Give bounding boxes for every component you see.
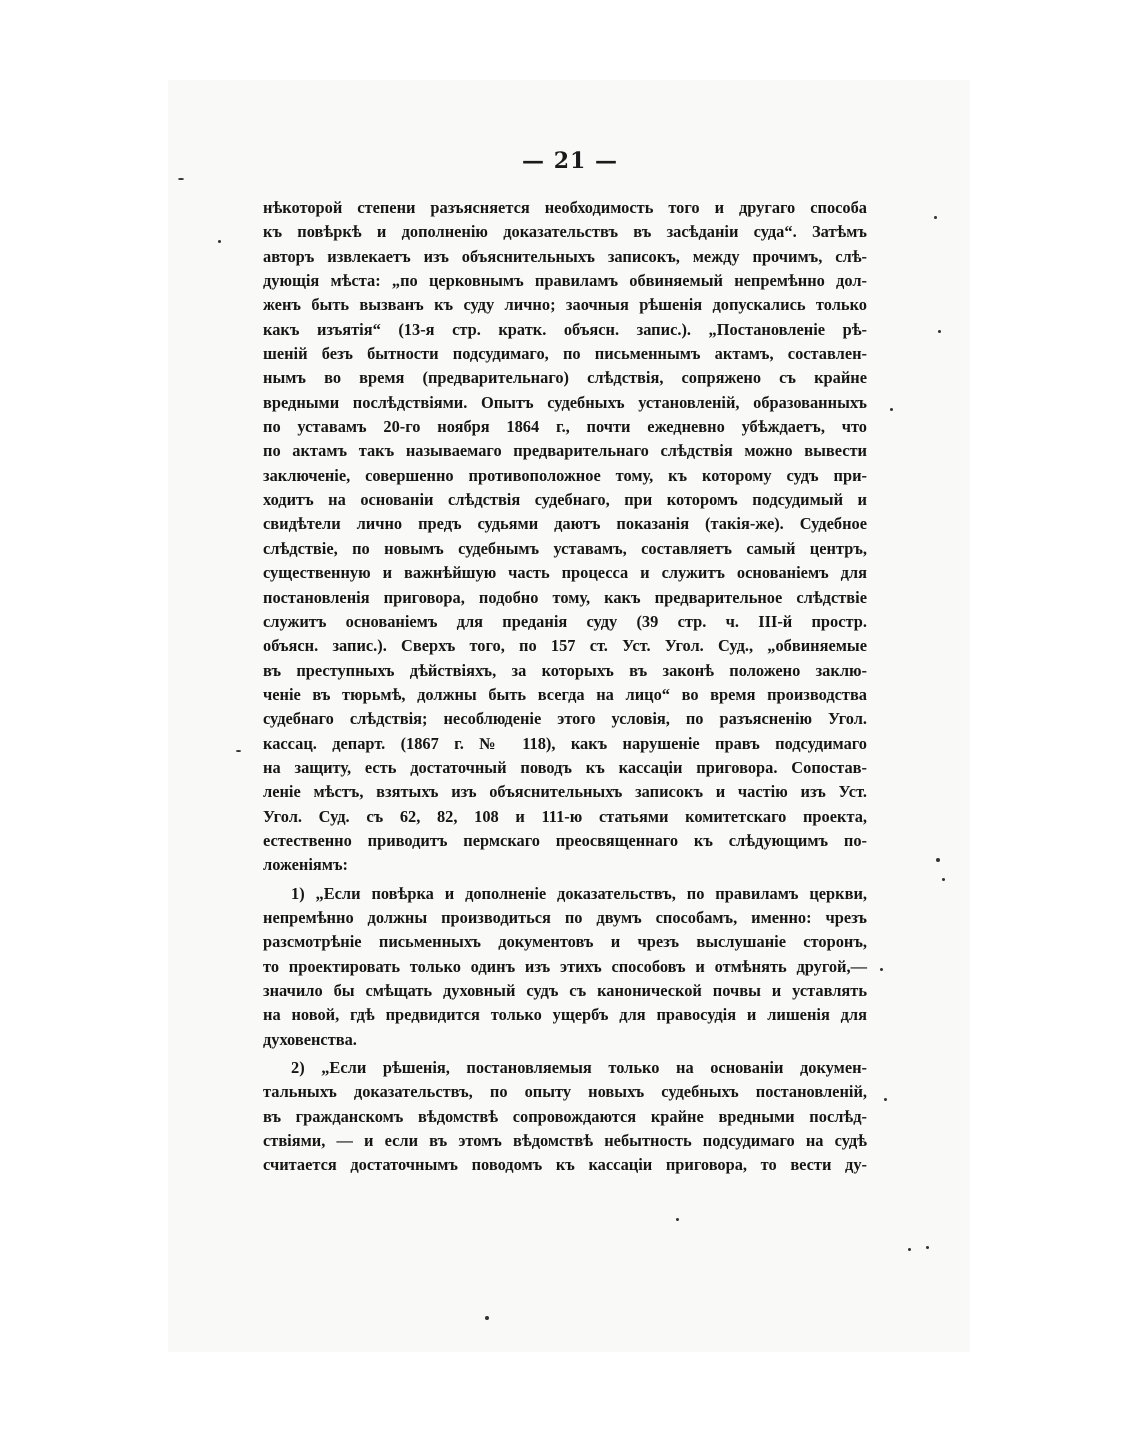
scan-speck xyxy=(936,858,940,862)
scan-speck xyxy=(890,408,893,411)
text-line: по актамъ такъ называемаго предварительнаго слѣдствія можно вывести xyxy=(263,441,867,461)
text-line: вредными послѣдствіями. Опытъ судебныхъ установленій, образованныхъ xyxy=(263,392,867,412)
text-line: объясн. запис.). Сверхъ того, по 157 ст. Уст. Угол. Суд., „обвиняемые xyxy=(263,636,867,656)
text-line: 2) „Если рѣшенія, постановляемыя только на основаніи докумен- xyxy=(291,1058,867,1078)
text-line: свидѣтели лично предъ судьями даютъ показанія (такія-же). Судебное xyxy=(263,514,867,534)
paragraph-3 xyxy=(263,1056,867,1178)
text-line: заключеніе, совершенно противоположное тому, къ которому судъ при- xyxy=(263,465,867,485)
text-line: слѣдствіе, по новымъ судебнымъ уставамъ, составляетъ самый центръ, xyxy=(263,538,867,558)
text-line: то проектировать только одинъ изъ этихъ способовъ и отмѣнять другой,— xyxy=(263,956,867,976)
text-line: существенную и важнѣйшую часть процесса и служитъ основаніемъ для xyxy=(263,563,867,583)
text-line: къ повѣркѣ и дополненію доказательствъ въ засѣданіи суда“. Затѣмъ xyxy=(263,222,867,242)
text-line: нѣкоторой степени разъясняется необходимость того и другаго способа xyxy=(263,198,867,217)
page-number: — 21 — xyxy=(522,148,618,174)
scan-speck xyxy=(938,330,941,333)
text-line: значило бы смѣщать духовный судъ съ канонической почвы и уставлять xyxy=(263,981,867,1000)
scan-speck xyxy=(880,968,883,971)
text-line: судебнаго слѣдствія; несоблюденіе этого условія, по разъясненію Угол. xyxy=(263,709,867,729)
text-line: Угол. Суд. съ 62, 82, 108 и 111-ю статьями комитетскаго проекта, xyxy=(263,806,867,826)
scan-speck xyxy=(218,240,221,243)
text-line: постановленія приговора, подобно тому, какъ предварительное слѣдствіе xyxy=(263,587,867,607)
scan-speck xyxy=(178,178,184,180)
text-line: дующія мѣста: „по церковнымъ правиламъ обвиняемый непремѣнно дол- xyxy=(263,271,867,291)
text-line: тальныхъ доказательствъ, по опыту новыхъ судебныхъ постановленій, xyxy=(263,1082,867,1102)
text-line: въ преступныхъ дѣйствіяхъ, за которыхъ въ законѣ положено заклю- xyxy=(263,660,867,680)
text-line: кассац. департ. (1867 г. № 118), какъ нарушеніе правъ подсудимаго xyxy=(263,733,867,753)
text-line: духовенства. xyxy=(263,1029,357,1049)
text-line: какъ изъятія“ (13-я стр. кратк. объясн. запис.). „Постановленіе рѣ- xyxy=(263,319,867,339)
scan-speck xyxy=(884,1098,887,1101)
text-line: разсмотрѣніе письменныхъ документовъ и чрезъ выслушаніе сторонъ, xyxy=(263,932,867,952)
paragraph-2 xyxy=(263,882,867,1052)
text-line: считается достаточнымъ поводомъ къ кассаціи приговора, то вести ду- xyxy=(263,1155,867,1175)
text-line: ходитъ на основаніи слѣдствія судебнаго, при которомъ подсудимый и xyxy=(263,490,867,510)
scan-speck xyxy=(926,1246,929,1249)
text-line: естественно приводитъ пермскаго преосвященнаго къ слѣдующимъ по- xyxy=(263,830,867,850)
text-line: на защиту, есть достаточный поводъ къ кассаціи приговора. Сопостав- xyxy=(263,757,867,777)
text-line: ствіями, — и если въ этомъ вѣдомствѣ небытность подсудимаго на судѣ xyxy=(263,1131,867,1151)
scan-speck xyxy=(908,1248,911,1251)
scan-speck xyxy=(485,1316,489,1320)
text-line: леніе мѣстъ, взятыхъ изъ объяснительныхъ записокъ и частію изъ Уст. xyxy=(263,782,867,802)
paragraph-1 xyxy=(263,196,867,878)
text-line: по уставамъ 20-го ноября 1864 г., почти ежедневно убѣждаетъ, что xyxy=(263,417,867,437)
text-line: авторъ извлекаетъ изъ объяснительныхъ записокъ, между прочимъ, слѣ- xyxy=(263,246,867,266)
text-line: ченіе въ тюрьмѣ, должны быть всегда на лицо“ во время производства xyxy=(263,684,867,704)
text-line: нымъ во время (предварительнаго) слѣдствія, сопряжено съ крайне xyxy=(263,368,867,388)
text-line: шеній безъ бытности подсудимаго, по письменнымъ актамъ, составлен- xyxy=(263,344,867,364)
scan-speck xyxy=(676,1218,679,1221)
text-line: служитъ основаніемъ для преданія суду (39 стр. ч. III-й простр. xyxy=(263,611,867,631)
text-line: женъ быть вызванъ къ суду лично; заочныя рѣшенія допускались только xyxy=(263,295,867,315)
scan-speck xyxy=(934,216,937,219)
scan-speck xyxy=(942,878,945,881)
text-line: въ гражданскомъ вѣдомствѣ сопровождаются крайне вредными послѣд- xyxy=(263,1106,867,1126)
text-line: на новой, гдѣ предвидится только ущербъ для правосудія и лишенія для xyxy=(263,1005,867,1025)
text-line: непремѣнно должны производиться по двумъ способамъ, именно: чрезъ xyxy=(263,907,867,927)
text-line: 1) „Если повѣрка и дополненіе доказательствъ, по правиламъ церкви, xyxy=(291,883,867,903)
text-line: ложеніямъ: xyxy=(263,855,348,875)
scan-speck xyxy=(236,750,241,752)
body-text xyxy=(263,196,867,1178)
